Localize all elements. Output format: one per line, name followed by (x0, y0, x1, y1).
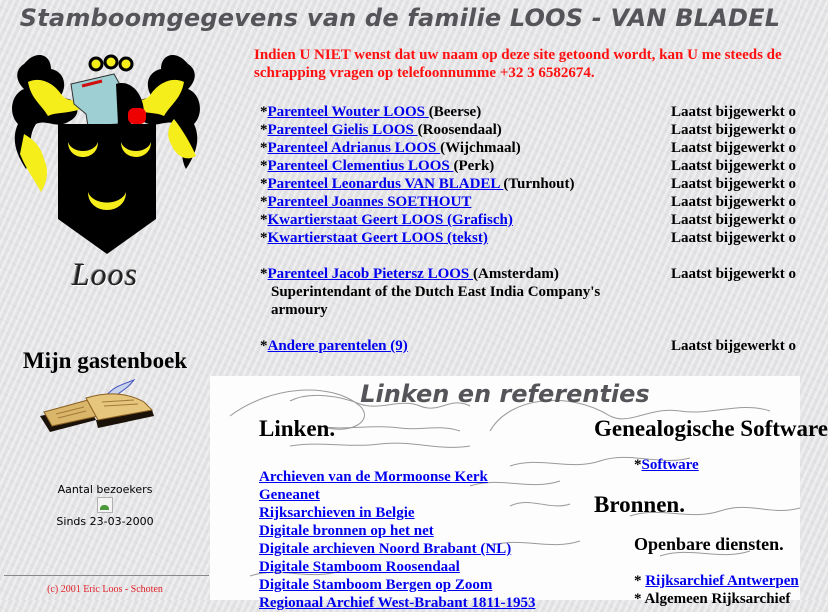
tree-place: (Turnhout) (503, 176, 575, 192)
tree-link-adrianus-loos[interactable]: Parenteel Adrianus LOOS (267, 140, 441, 156)
tree-link-leonardus-van-bladel[interactable]: Parenteel Leonardus VAN BLADEL (267, 176, 504, 192)
bullet: * (260, 212, 268, 228)
page-title: Stamboomgegevens van de familie LOOS - VAN BLADEL (19, 4, 781, 32)
bullet: * (260, 158, 268, 174)
guestbook-book-icon[interactable] (36, 376, 160, 436)
tree-item (260, 139, 800, 157)
bullet: * (260, 176, 268, 192)
last-updated-label: Laatst bijgewerkt o (671, 230, 796, 246)
tree-link-kwartierstaat-grafisch[interactable]: Kwartierstaat Geert LOOS (Grafisch) (267, 212, 513, 228)
tree-place: (Perk) (453, 158, 495, 174)
tree-place: (Wijchmaal) (440, 140, 521, 156)
last-updated-label: Laatst bijgewerkt o (671, 338, 796, 354)
link-rijksarchieven-belgie[interactable]: Rijksarchieven in Belgie (259, 505, 415, 521)
tree-item (260, 211, 800, 229)
tree-place: (Amsterdam) (473, 266, 559, 282)
bullet: * (260, 104, 268, 120)
bronnen-item (634, 572, 799, 590)
last-updated-label: Laatst bijgewerkt o (671, 176, 796, 192)
bullet: * (260, 230, 268, 246)
visitor-counter (0, 484, 210, 528)
visitors-label: Aantal bezoekers (57, 483, 153, 496)
guestbook-heading: Mijn gastenboek (22, 348, 188, 373)
tree-item (260, 103, 800, 121)
last-updated-label: Laatst bijgewerkt o (671, 104, 796, 120)
tree-item (260, 121, 800, 139)
tree-place: (Roosendaal) (417, 122, 502, 138)
crest-family-name: Loos (71, 256, 139, 292)
tree-item (260, 337, 800, 355)
external-links-list (259, 468, 536, 612)
link-regionaal-archief-west-brabant[interactable]: Regionaal Archief West-Brabant 1811-1953 (259, 595, 536, 611)
tree-place: (Beerse) (428, 104, 482, 120)
tree-link-kwartierstaat-tekst[interactable]: Kwartierstaat Geert LOOS (tekst) (267, 230, 488, 246)
bullet: * (634, 573, 646, 589)
tree-item (260, 193, 800, 211)
bullet: * (260, 194, 268, 210)
last-updated-label: Laatst bijgewerkt o (671, 266, 796, 282)
link-digitale-bronnen[interactable]: Digitale bronnen op het net (259, 523, 434, 539)
link-archieven-noord-brabant[interactable]: Digitale archieven Noord Brabant (NL) (259, 541, 512, 557)
software-heading: Genealogische Software (594, 416, 828, 441)
links-section-title: Linken en referenties (360, 380, 650, 408)
tree-item (260, 229, 800, 247)
bullet: * (260, 266, 268, 282)
bullet: * (260, 140, 268, 156)
openbare-diensten-heading: Openbare diensten. (634, 534, 784, 554)
bullet: * (634, 457, 642, 473)
last-updated-label: Laatst bijgewerkt o (671, 212, 796, 228)
bronnen-list (634, 572, 799, 608)
last-updated-label: Laatst bijgewerkt o (671, 194, 796, 210)
links-references-panel (210, 376, 828, 611)
last-updated-label: Laatst bijgewerkt o (671, 122, 796, 138)
family-tree-list (260, 103, 800, 355)
tree-item (260, 175, 800, 193)
link-rijksarchief-antwerpen[interactable]: Rijksarchief Antwerpen (645, 573, 799, 589)
software-item (634, 457, 699, 474)
link-mormoonse-kerk[interactable]: Archieven van de Mormoonse Kerk (259, 469, 488, 485)
privacy-notice: Indien U NIET wenst dat uw naam op deze site getoond wordt, kan U me steeds de schrapping vragen op telefoonnumme +32 3 6582674. (254, 47, 782, 81)
bullet: * (634, 591, 645, 607)
tree-link-clementius-loos[interactable]: Parenteel Clementius LOOS (267, 158, 454, 174)
tree-description: Superintendant of the Dutch East India Company's armoury (271, 284, 601, 318)
link-stamboom-roosendaal[interactable]: Digitale Stamboom Roosendaal (259, 559, 460, 575)
bronnen-heading: Bronnen. (594, 492, 685, 517)
link-stamboom-bergen-op-zoom[interactable]: Digitale Stamboom Bergen op Zoom (259, 577, 493, 593)
since-label: Sinds 23-03-2000 (56, 515, 154, 528)
tree-link-joannes-soethout[interactable]: Parenteel Joannes SOETHOUT (267, 194, 472, 210)
sidebar-divider (4, 575, 209, 576)
tree-item (260, 265, 800, 283)
bullet: * (260, 122, 268, 138)
algemeen-rijksarchief-text: Algemeen Rijksarchief (644, 591, 791, 607)
bronnen-item (634, 590, 799, 608)
last-updated-label: Laatst bijgewerkt o (671, 140, 796, 156)
last-updated-label: Laatst bijgewerkt o (671, 158, 796, 174)
tree-link-gielis-loos[interactable]: Parenteel Gielis LOOS (267, 122, 418, 138)
bullet: * (260, 338, 268, 354)
tree-item (260, 157, 800, 175)
tree-link-jacob-pietersz-loos[interactable]: Parenteel Jacob Pietersz LOOS (267, 266, 474, 282)
counter-image-icon (97, 497, 113, 513)
link-geneanet[interactable]: Geneanet (259, 487, 320, 503)
copyright-text: (c) 2001 Eric Loos - Schoten (47, 584, 163, 595)
linken-heading: Linken. (259, 416, 336, 441)
tree-link-andere-parentelen[interactable]: Andere parentelen (9) (267, 338, 408, 354)
link-software[interactable]: Software (641, 457, 699, 473)
tree-link-wouter-loos[interactable]: Parenteel Wouter LOOS (267, 104, 429, 120)
